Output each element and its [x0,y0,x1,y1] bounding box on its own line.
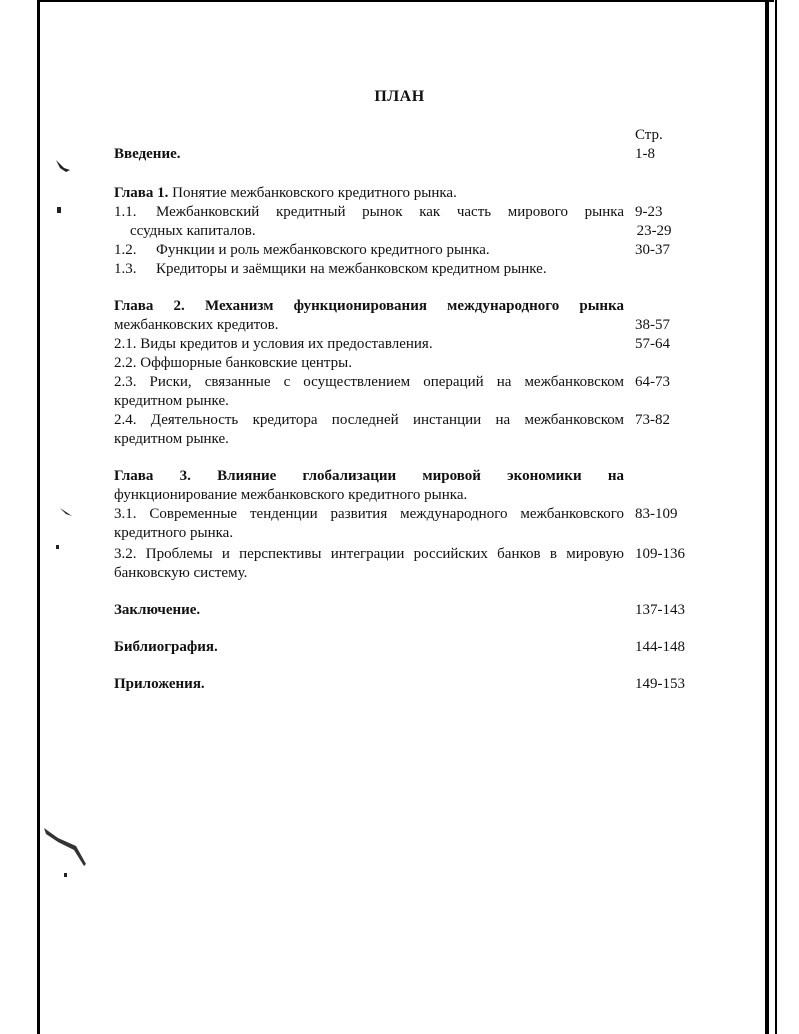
toc-item-pages: 23-29 [636,223,672,239]
table-of-contents [114,126,690,694]
appendix-row [114,675,690,694]
toc-item-text: кредитном рынке. [114,431,229,447]
toc-item-pages: 109-136 [635,546,685,562]
chapter2-heading-cont [114,316,690,335]
toc-item-text: 3.2. Проблемы и перспективы интеграции российских банков в мировую [114,546,624,562]
toc-item-2-1 [114,335,690,354]
toc-item-pages: 9-23 [635,204,663,220]
page-column-header-row [114,126,690,145]
toc-item-3-2-cont [114,564,690,583]
chapter3-heading-cont [114,486,690,505]
toc-item-text: Функции и роль межбанковского кредитного рынка. [156,242,490,258]
bibliography-label: Библиография. [114,639,218,655]
toc-item-3-2 [114,545,690,564]
appendix-label: Приложения. [114,676,205,692]
toc-item-1-1 [114,203,690,222]
toc-item-pages: 57-64 [635,336,670,352]
intro-row [114,145,690,164]
toc-item-text: 2.4. Деятельность кредитора последней инстанции на межбанковском [114,412,624,428]
conclusion-row [114,601,690,620]
toc-item-number: 1.2. [114,242,137,258]
toc-item-number: 1.1. [114,204,137,220]
page-column-header: Стр. [635,127,663,143]
conclusion-label: Заключение. [114,602,201,618]
bibliography-pages: 144-148 [635,639,685,655]
chapter2-head-line1: Глава 2. Механизм функционирования международного рынка [114,298,624,314]
toc-item-pages: 83-109 [635,506,678,522]
toc-item-text: 2.3. Риски, связанные с осуществлением операций на межбанковском [114,374,624,390]
toc-item-2-3 [114,373,690,392]
toc-item-text: 2.2. Оффшорные банковские центры. [114,355,352,371]
toc-item-text: кредитном рынке. [114,393,229,409]
toc-item-text: Межбанковский кредитный рынок как часть мирового рынка [156,204,624,220]
toc-item-3-1 [114,505,690,524]
chapter1-head-rest: Понятие межбанковского кредитного рынка. [172,185,457,201]
toc-item-2-2 [114,354,690,373]
chapter1-heading [114,184,690,203]
chapter3-head-line1: Глава 3. Влияние глобализации мировой экономики на [114,468,624,484]
toc-item-number: 1.3. [114,261,137,277]
chapter3-heading [114,467,690,486]
toc-item-text: Кредиторы и заёмщики на межбанковском кредитном рынке. [156,261,547,277]
toc-item-pages: 30-37 [635,242,670,258]
conclusion-pages: 137-143 [635,602,685,618]
appendix-pages: 149-153 [635,676,685,692]
bibliography-row [114,638,690,657]
toc-item-3-1-cont [114,524,690,543]
toc-item-text: 2.1. Виды кредитов и условия их предоставления. [114,336,433,352]
toc-item-pages: 73-82 [635,412,670,428]
toc-item-text: ссудных капиталов. [130,223,256,239]
chapter2-head-pages: 38-57 [635,317,670,333]
toc-item-pages: 64-73 [635,374,670,390]
toc-item-1-2 [114,241,690,260]
intro-pages: 1-8 [635,146,655,162]
page-title: ПЛАН [374,88,425,105]
toc-item-text: 3.1. Современные тенденции развития международного межбанковского [114,506,624,522]
chapter2-heading [114,297,690,316]
toc-item-1-1-cont [114,222,690,241]
chapter1-head-bold: Глава 1. [114,185,169,201]
chapter3-head-line2: функционирование межбанковского кредитного рынка. [114,487,468,503]
toc-item-text: кредитного рынка. [114,525,234,541]
toc-item-text: банковскую систему. [114,565,248,581]
intro-label: Введение. [114,146,181,162]
toc-item-2-4 [114,411,690,430]
toc-item-2-3-cont [114,392,690,411]
toc-item-2-4-cont [114,430,690,449]
chapter2-head-line2: межбанковских кредитов. [114,317,279,333]
toc-item-1-3 [114,260,690,279]
